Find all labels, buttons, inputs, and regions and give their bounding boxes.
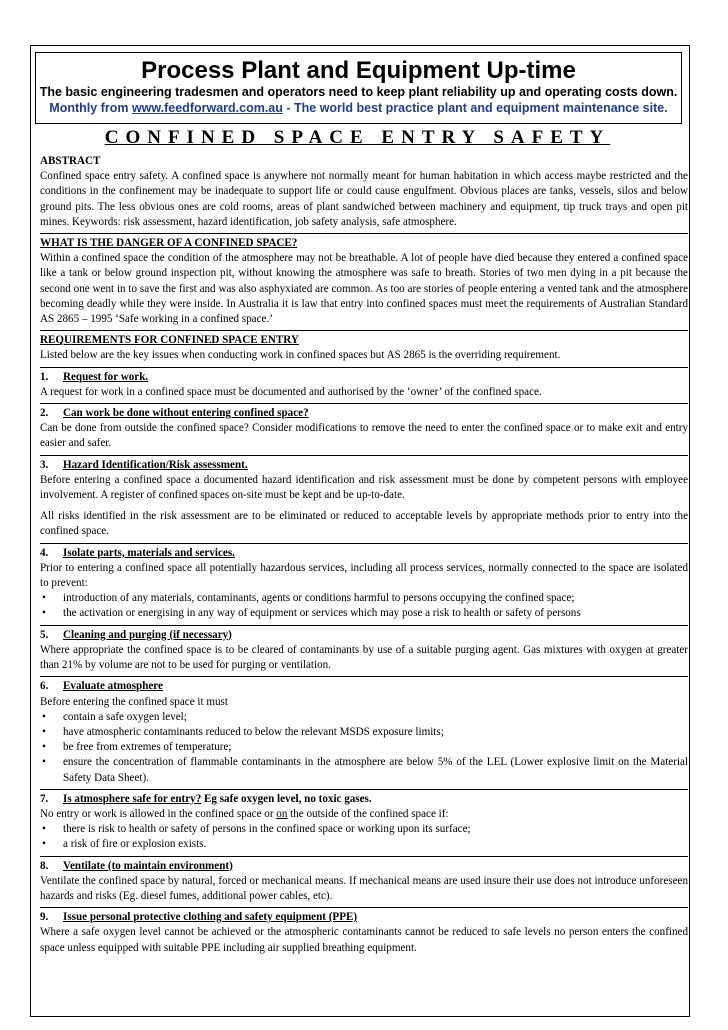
- bullet-icon: •: [42, 756, 46, 769]
- bullet-list: [40, 591, 688, 621]
- bullet-icon: •: [42, 823, 46, 836]
- section-ppe: [40, 907, 688, 956]
- document-title: CONFINED SPACE ENTRY SAFETY: [104, 127, 611, 148]
- list-item: [40, 755, 688, 785]
- section-number: 7.: [40, 792, 49, 805]
- list-item: [40, 606, 688, 621]
- list-item-text: have atmospheric contaminants reduced to below the relevant MSDS exposure limits;: [63, 725, 444, 738]
- body-part: the outside of the confined space if:: [287, 807, 449, 820]
- section-body: Before entering the confined space it must: [40, 695, 228, 708]
- section-request-for-work: [40, 367, 688, 400]
- section-body: A request for work in a confined space must be documented and authorised by the ‘owner’ of the confined space.: [40, 385, 542, 398]
- section-body: Before entering a confined space a documented hazard identification and risk assessment must be done by competent persons with employee involvement. A register of confined spaces on-site must be kept and be up-to-date.: [40, 473, 688, 502]
- section-body: Can be done from outside the confined space? Consider modifications to remove the need to enter the confined space or to make exit and entry easier and safer.: [40, 422, 688, 450]
- section-number: 8.: [40, 859, 49, 872]
- newsletter-title: Process Plant and Equipment Up-time: [141, 57, 576, 84]
- section-number: 5.: [40, 628, 49, 641]
- section-title: Isolate parts, materials and services.: [63, 546, 235, 559]
- website-link[interactable]: www.feedforward.com.au: [131, 101, 283, 115]
- bullet-icon: •: [42, 592, 46, 605]
- section-work-without-entry: [40, 403, 688, 452]
- section-body: Where appropriate the confined space is to be cleared of contaminants by use of a suitable purging agent. Gas mixtures with oxygen at greater than 21% by volume are not to be used for purging or ventilation.: [40, 643, 688, 672]
- section-ventilate: [40, 856, 688, 905]
- section-number: 1.: [40, 370, 49, 383]
- section-heading: [40, 370, 688, 385]
- section-heading: [40, 546, 688, 561]
- document-body: [40, 154, 688, 956]
- section-title-extra: Eg safe oxygen level, no toxic gases.: [201, 792, 372, 805]
- section-heading: [40, 859, 688, 874]
- newsletter-header: [35, 52, 682, 124]
- section-body-2: All risks identified in the risk assessment are to be eliminated or reduced to acceptable levels by appropriate methods prior to entry into the confined space.: [40, 510, 688, 538]
- bullet-icon: •: [42, 710, 46, 723]
- monthly-suffix: - The world best practice plant and equipment maintenance site.: [282, 101, 668, 115]
- newsletter-monthly-line: [36, 100, 681, 116]
- section-heading: [40, 679, 688, 694]
- section-body: Where a safe oxygen level cannot be achieved or the atmospheric contaminants cannot be reduced to safe levels no person enters the confined space unless equipped with suitable PPE including air supplied breathing equipment.: [40, 926, 688, 954]
- section-title: Is atmosphere safe for entry?: [63, 792, 202, 805]
- section-hazard-identification: [40, 455, 688, 540]
- section-heading: [40, 628, 688, 643]
- section-number: 4.: [40, 546, 49, 559]
- newsletter-subtitle: The basic engineering tradesmen and operators need to keep plant reliability up and operating costs down.: [39, 85, 678, 99]
- section-number: 6.: [40, 680, 49, 693]
- section-title: Cleaning and purging (if necessary): [63, 628, 232, 641]
- list-item-text: ensure the concentration of flammable contaminants in the atmosphere are below 5% of the LEL (Lower explosive limit on the Material Safety Data Sheet).: [63, 756, 688, 784]
- section-title: Evaluate atmosphere: [63, 680, 163, 693]
- section-heading: [40, 910, 688, 925]
- section-number: 2.: [40, 407, 49, 420]
- section-body: Prior to entering a confined space all potentially hazardous services, including all process services, normally connected to the space are isolated to prevent:: [40, 561, 688, 590]
- list-item: [40, 822, 688, 837]
- danger-section: [40, 233, 688, 327]
- list-item: [40, 725, 688, 740]
- section-isolate: [40, 543, 688, 622]
- section-title: Hazard Identification/Risk assessment.: [63, 458, 248, 471]
- section-atmosphere-safe: [40, 789, 688, 853]
- list-item: [40, 837, 688, 852]
- danger-body: Within a confined space the condition of the atmosphere may not be breathable. A lot of people have died because they entered a confined space like a tank or below ground inspection pit, without knowing the atmosphere was safe to breath. Stories of two men dying in a pit because the second one went in to save the first and was also asphyxiated are common. As too are stories of people entering a vented tank and the atmosphere becoming deadly while they were inside. In Australia it is law that entry into confined spaces must meet the requirements of Australian Standard AS 2865 – 1995 ‘Safe working in a confined space.’: [40, 252, 688, 326]
- list-item-text: there is risk to health or safety of persons in the confined space or working upon its surface;: [63, 823, 471, 836]
- list-item: [40, 740, 688, 755]
- bullet-icon: •: [42, 607, 46, 620]
- requirements-section: [40, 330, 688, 363]
- section-body: [40, 807, 688, 822]
- abstract-heading: ABSTRACT: [40, 155, 101, 167]
- body-emphasis: on: [276, 807, 288, 820]
- list-item-text: a risk of fire or explosion exists.: [63, 838, 207, 851]
- section-heading: [40, 458, 688, 473]
- section-title: Ventilate (to maintain environment): [63, 859, 233, 872]
- list-item-text: be free from extremes of temperature;: [63, 741, 232, 754]
- list-item-text: introduction of any materials, contaminants, agents or conditions harmful to persons occupying the confined space;: [63, 592, 575, 605]
- section-cleaning-purging: [40, 625, 688, 674]
- list-item: [40, 710, 688, 725]
- bullet-icon: •: [42, 838, 46, 851]
- monthly-prefix: Monthly from: [49, 101, 132, 115]
- list-item: [40, 591, 688, 606]
- list-item-text: contain a safe oxygen level;: [63, 710, 187, 723]
- requirements-heading: REQUIREMENTS FOR CONFINED SPACE ENTRY: [40, 334, 299, 347]
- section-number: 9.: [40, 911, 49, 924]
- section-heading: [40, 406, 688, 421]
- danger-heading: WHAT IS THE DANGER OF A CONFINED SPACE?: [40, 237, 298, 250]
- abstract-body: Confined space entry safety. A confined space is anywhere not normally meant for human habitation in which access maybe restricted and the conditions in the confinement may be inadequate to support life or could cause engulfment. Obvious places are tanks, vessels, silos and below ground pits. The less obvious ones are cold rooms, areas of plant sandwiched between machinery and equipment, tip truck trays and open pit mines. Keywords: risk assessment, hazard identification, job safety analysis, safe atmosphere.: [40, 170, 688, 228]
- abstract-section: [40, 154, 688, 230]
- section-title: Issue personal protective clothing and safety equipment (PPE): [63, 911, 358, 924]
- section-evaluate-atmosphere: [40, 676, 688, 785]
- section-title: Request for work.: [63, 370, 149, 383]
- section-body: Ventilate the confined space by natural, forced or mechanical means. If mechanical means are used insure their use does not introduce unforeseen hazards and risks (Eg. diesel fumes, additional power cables, etc).: [40, 874, 688, 902]
- section-number: 3.: [40, 458, 49, 471]
- list-item-text: the activation or energising in any way of equipment or services which may pose a risk to health or safety of persons: [63, 607, 581, 620]
- body-part: No entry or work is allowed in the confined space or: [40, 807, 277, 820]
- bullet-list: [40, 710, 688, 786]
- section-heading: [40, 792, 688, 807]
- bullet-list: [40, 822, 688, 852]
- section-title: Can work be done without entering confined space?: [63, 407, 309, 420]
- requirements-body: Listed below are the key issues when conducting work in confined spaces but AS 2865 is the overriding requirement.: [40, 349, 561, 362]
- bullet-icon: •: [42, 725, 46, 738]
- bullet-icon: •: [42, 741, 46, 754]
